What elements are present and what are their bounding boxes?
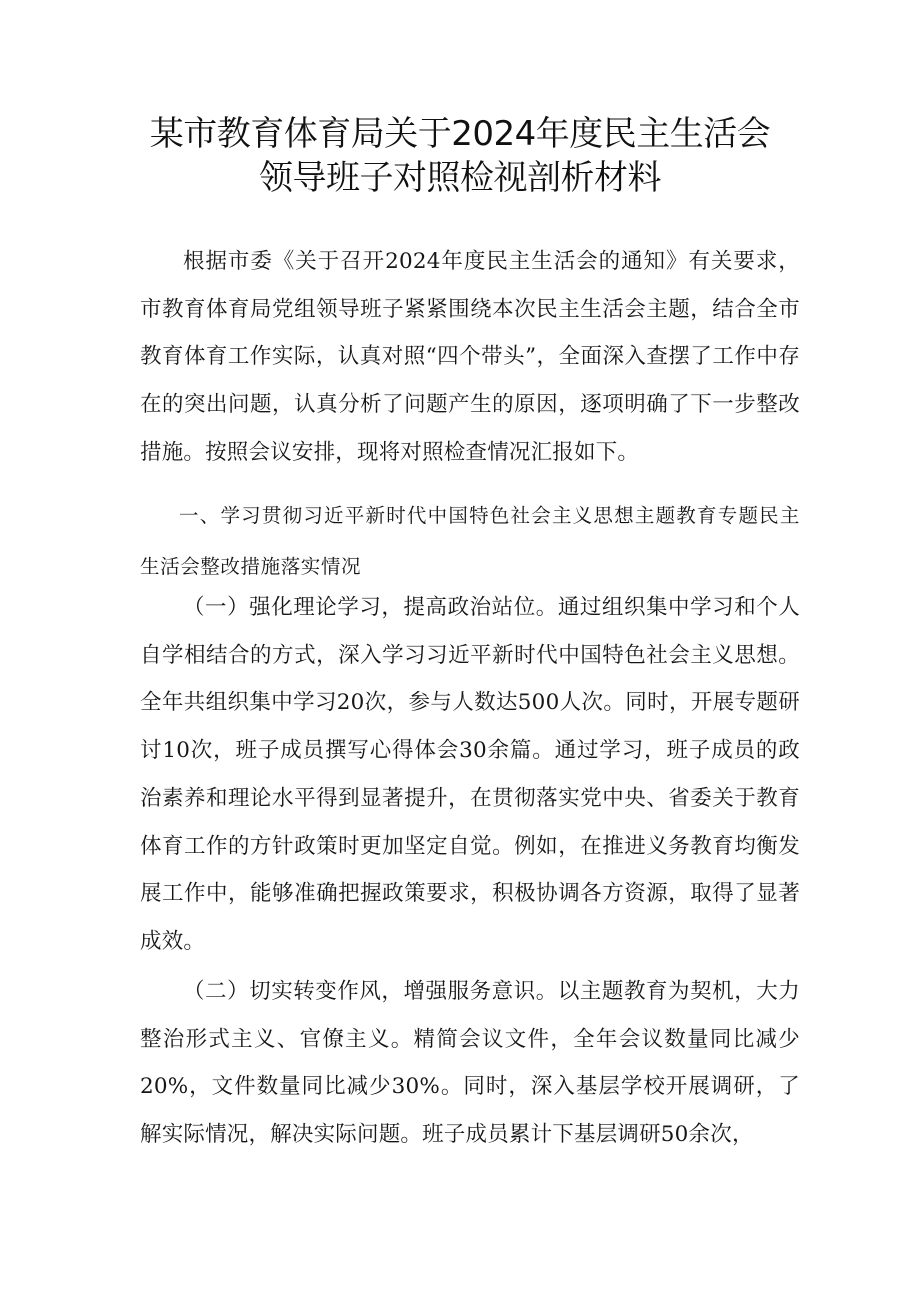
intro-paragraph-block — [140, 238, 800, 477]
subsection-1-block — [140, 584, 800, 966]
section-heading-1: 一、学习贯彻习近平新时代中国特色社会主义思想主题教育专题民主生活会整改措施落实情况 — [140, 504, 800, 578]
document-title-line-1: 某市教育体育局关于2024年度民主生活会 — [149, 114, 771, 154]
document-title-line-2: 领导班子对照检视剖析材料 — [259, 158, 661, 198]
intro-paragraph: 根据市委《关于召开2024年度民主生活会的通知》有关要求，市教育体育局党组领导班子紧紧围绕本次民主生活会主题，结合全市教育体育工作实际，认真对照“四个带头”，全面深入查摆了工作中存在的突出问题，认真分析了问题产生的原因，逐项明确了下一步整改措施。按照会议安排，现将对照检查情况汇报如下。 — [140, 249, 800, 465]
subsection-2-paragraph: （二）切实转变作风，增强服务意识。以主题教育为契机，大力整治形式主义、官僚主义。精简会议文件，全年会议数量同比减少20%，文件数量同比减少30%。同时，深入基层学校开展调研，了解实际情况，解决实际问题。班子成员累计下基层调研50余次， — [140, 979, 800, 1148]
section-heading-block — [140, 490, 800, 592]
subsection-2-block — [140, 968, 800, 1159]
subsection-1-paragraph: （一）强化理论学习，提高政治站位。通过组织集中学习和个人自学相结合的方式，深入学习习近平新时代中国特色社会主义思想。全年共组织集中学习20次，参与人数达500人次。同时，开展专题研讨10次，班子成员撰写心得体会30余篇。通过学习，班子成员的政治素养和理论水平得到显著提升，在贯彻落实党中央、省委关于教育体育工作的方针政策时更加坚定自觉。例如，在推进义务教育均衡发展工作中，能够准确把握政策要求，积极协调各方资源，取得了显著成效。 — [140, 595, 800, 954]
